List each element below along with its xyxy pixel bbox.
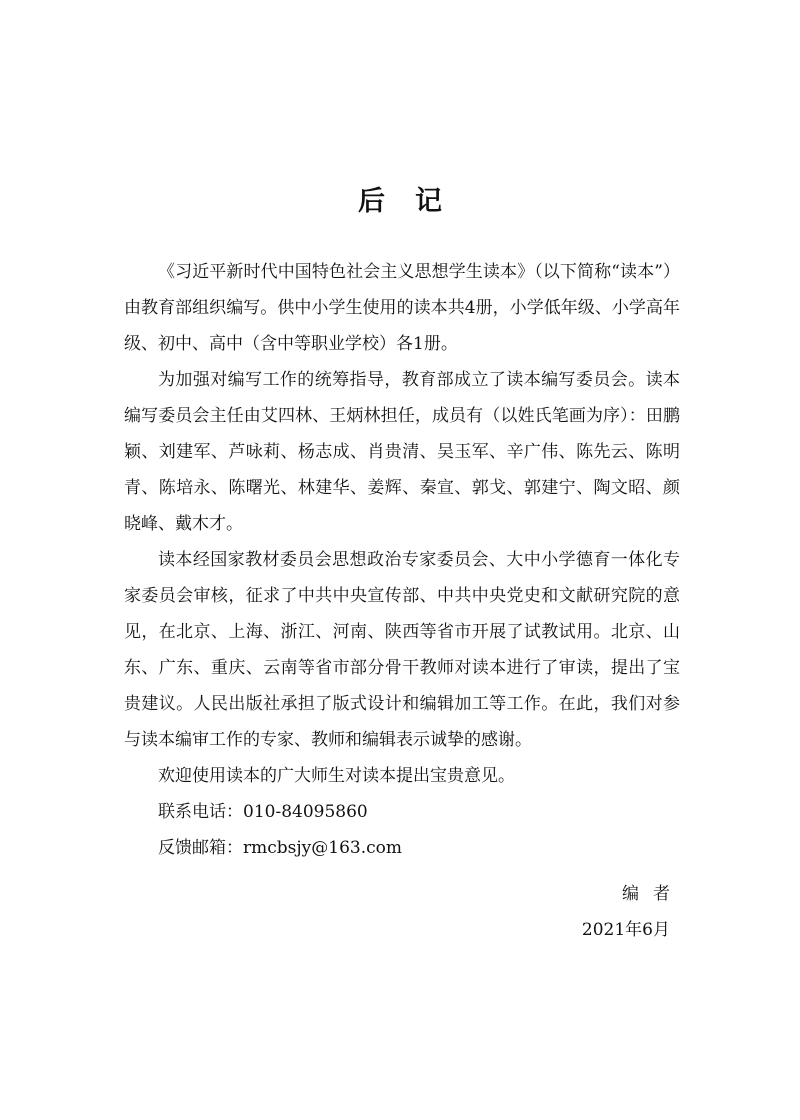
paragraph-committee: 为加强对编写工作的统筹指导，教育部成立了读本编写委员会。读本编写委员会主任由艾四林、王炳林担任，成员有（以姓氏笔画为序）：田鹏颖、刘建军、芦咏莉、杨志成、肖贵清、吴玉军、辛广伟、陈先云、陈明青、陈培永、陈曙光、林建华、姜辉、秦宣、郭戈、郭建宁、陶文昭、颜晓峰、戴木才。 — [124, 370, 680, 534]
body-text — [124, 254, 680, 866]
contact-phone — [124, 794, 680, 830]
email-label: 反馈邮箱： — [158, 838, 243, 858]
signature-editor: 编者 — [622, 884, 684, 904]
email-address: rmcbsjy@163.com — [243, 838, 402, 858]
page-title: 后记 — [358, 186, 472, 217]
phone-number: 010-84095860 — [243, 802, 368, 822]
signature-date: 2021年6月 — [581, 920, 670, 940]
paragraph-review: 读本经国家教材委员会思想政治专家委员会、大中小学德育一体化专家委员会审核，征求了中共中央宣传部、中共中央党史和文献研究院的意见，在北京、上海、浙江、河南、陕西等省市开展了试教试用。北京、山东、广东、重庆、云南等省市部分骨干教师对读本进行了审读，提出了宝贵建议。人民出版社承担了版式设计和编辑加工等工作。在此，我们对参与读本编审工作的专家、教师和编辑表示诚挚的感谢。 — [124, 550, 680, 750]
signature-block — [540, 876, 684, 948]
paragraph-feedback: 欢迎使用读本的广大师生对读本提出宝贵意见。 — [158, 766, 515, 786]
contact-email — [124, 830, 680, 866]
paragraph-intro: 《习近平新时代中国特色社会主义思想学生读本》（以下简称“读本”）由教育部组织编写。供中小学生使用的读本共4册，小学低年级、小学高年级、初中、高中（含中等职业学校）各1册。 — [124, 262, 680, 354]
phone-label: 联系电话： — [158, 802, 243, 822]
